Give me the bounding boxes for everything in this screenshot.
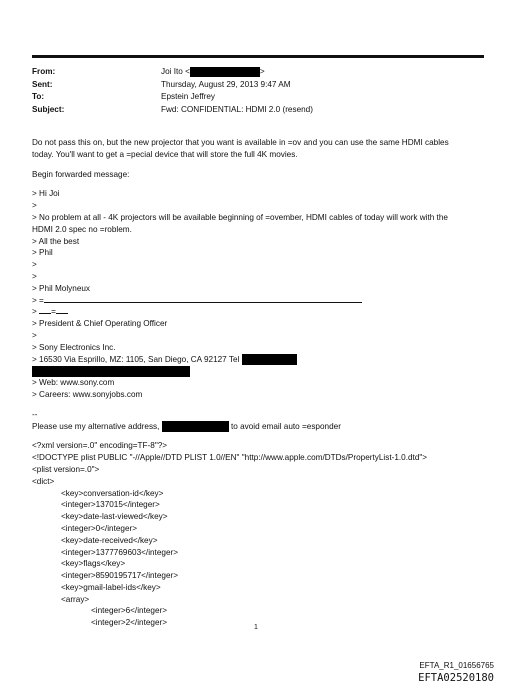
separator2-mid: = bbox=[51, 307, 56, 317]
forward-intro: Begin forwarded message: bbox=[32, 169, 130, 179]
quoted-sign-short: > Phil bbox=[32, 248, 53, 258]
quoted-body-line2: HDMI 2.0 spec no =roblem. bbox=[32, 224, 132, 234]
quoted-blank: > bbox=[32, 260, 37, 270]
quoted-blank: > bbox=[32, 201, 37, 211]
quoted-title: > President & Chief Operating Officer bbox=[32, 319, 168, 329]
from-row bbox=[32, 66, 313, 79]
para1-line1: Do not pass this on, but the new projector that you want is available in =ov and you can use the same HDMI cables bbox=[32, 138, 449, 147]
quoted-body-line1: > No problem at all - 4K projectors will be available beginning of =ovember, HDMI cables of today will work with the bbox=[32, 212, 448, 222]
page-number: 1 bbox=[254, 624, 258, 631]
separator2-line-a bbox=[39, 313, 51, 314]
from-value bbox=[161, 66, 265, 79]
plist-entry: <key>date-last-viewed</key> bbox=[61, 512, 168, 522]
quoted-web: > Web: www.sony.com bbox=[32, 378, 115, 388]
sent-value: Thursday, August 29, 2013 9:47 AM bbox=[161, 79, 291, 89]
quoted-address bbox=[32, 354, 482, 366]
signature-dashes: -- bbox=[32, 409, 38, 419]
from-close: > bbox=[259, 67, 265, 76]
plist-entry: <integer>8590195717</integer> bbox=[61, 571, 179, 581]
from-name: Joi Ito < bbox=[161, 67, 190, 76]
para1-line2: today. You'll want to get a =pecial device that will store the full 4K movies. bbox=[32, 149, 298, 159]
separator-prefix: > = bbox=[32, 295, 44, 305]
sent-label: Sent: bbox=[32, 79, 53, 89]
to-label: To: bbox=[32, 92, 45, 101]
quoted-separator bbox=[32, 295, 482, 307]
quoted-sign-full: > Phil Molyneux bbox=[32, 283, 91, 293]
separator-line bbox=[44, 302, 362, 303]
quoted-closing: > All the best bbox=[32, 236, 80, 246]
sent-row bbox=[32, 79, 313, 92]
redaction-alt-email bbox=[162, 421, 229, 432]
alt-suffix: to avoid email auto =esponder bbox=[231, 421, 341, 431]
plist-xml-decl: <?xml version=.0" encoding=TF-8"?> bbox=[32, 441, 168, 451]
efta-large-id: EFTA02520180 bbox=[418, 672, 494, 684]
plist-entry: <key>date-received</key> bbox=[61, 535, 158, 545]
plist-dict-open: <dict> bbox=[32, 476, 55, 486]
plist-array-entry: <integer>2</integer> bbox=[91, 618, 168, 628]
subject-label: Subject: bbox=[32, 104, 65, 114]
redaction-phone bbox=[242, 354, 297, 365]
subject-row bbox=[32, 104, 313, 117]
signature-alt-address bbox=[32, 421, 482, 433]
quoted-separator-short bbox=[32, 306, 482, 318]
plist-entry: <integer>137015</integer> bbox=[61, 500, 160, 510]
quoted-company: > Sony Electronics Inc. bbox=[32, 342, 116, 352]
quoted-blank: > bbox=[32, 271, 37, 281]
email-body bbox=[32, 137, 482, 629]
plist-open: <plist version=.0"> bbox=[32, 464, 100, 474]
to-value: Epstein Jeffrey bbox=[161, 92, 216, 101]
plist-entry: <key>flags</key> bbox=[61, 559, 126, 569]
quoted-blank: > bbox=[32, 330, 37, 340]
quoted-redacted-line bbox=[32, 365, 482, 377]
to-row bbox=[32, 91, 313, 104]
redaction-contact bbox=[32, 366, 190, 377]
plist-array-entry: <integer>6</integer> bbox=[91, 606, 168, 616]
plist-entry: <key>conversation-id</key> bbox=[61, 488, 164, 498]
plist-entry: <integer>0</integer> bbox=[61, 523, 138, 533]
address-text: > 16530 Via Esprillo, MZ: 1105, San Diego, CA 92127 Tel bbox=[32, 354, 240, 364]
quoted-careers: > Careers: www.sonyjobs.com bbox=[32, 389, 143, 399]
efta-small-id: EFTA_R1_01656765 bbox=[419, 661, 494, 670]
separator2-line-b bbox=[56, 313, 68, 314]
header-rule bbox=[32, 55, 484, 58]
plist-entry: <key>gmail-label-ids</key> bbox=[61, 582, 161, 592]
from-label: From: bbox=[32, 67, 56, 76]
plist-entry: <integer>1377769603</integer> bbox=[61, 547, 179, 557]
plist-doctype: <!DOCTYPE plist PUBLIC "-//Apple//DTD PLIST 1.0//EN" "http://www.apple.com/DTDs/PropertyList-1.0.dtd"> bbox=[32, 453, 428, 463]
quoted-greeting: > Hi Joi bbox=[32, 189, 60, 199]
subject-value: Fwd: CONFIDENTIAL: HDMI 2.0 (resend) bbox=[161, 104, 313, 114]
redaction-from-email bbox=[190, 67, 260, 77]
email-header bbox=[32, 66, 313, 116]
alt-prefix: Please use my alternative address, bbox=[32, 421, 160, 431]
plist-entry: <array> bbox=[61, 594, 90, 604]
separator2-prefix: > bbox=[32, 307, 40, 317]
